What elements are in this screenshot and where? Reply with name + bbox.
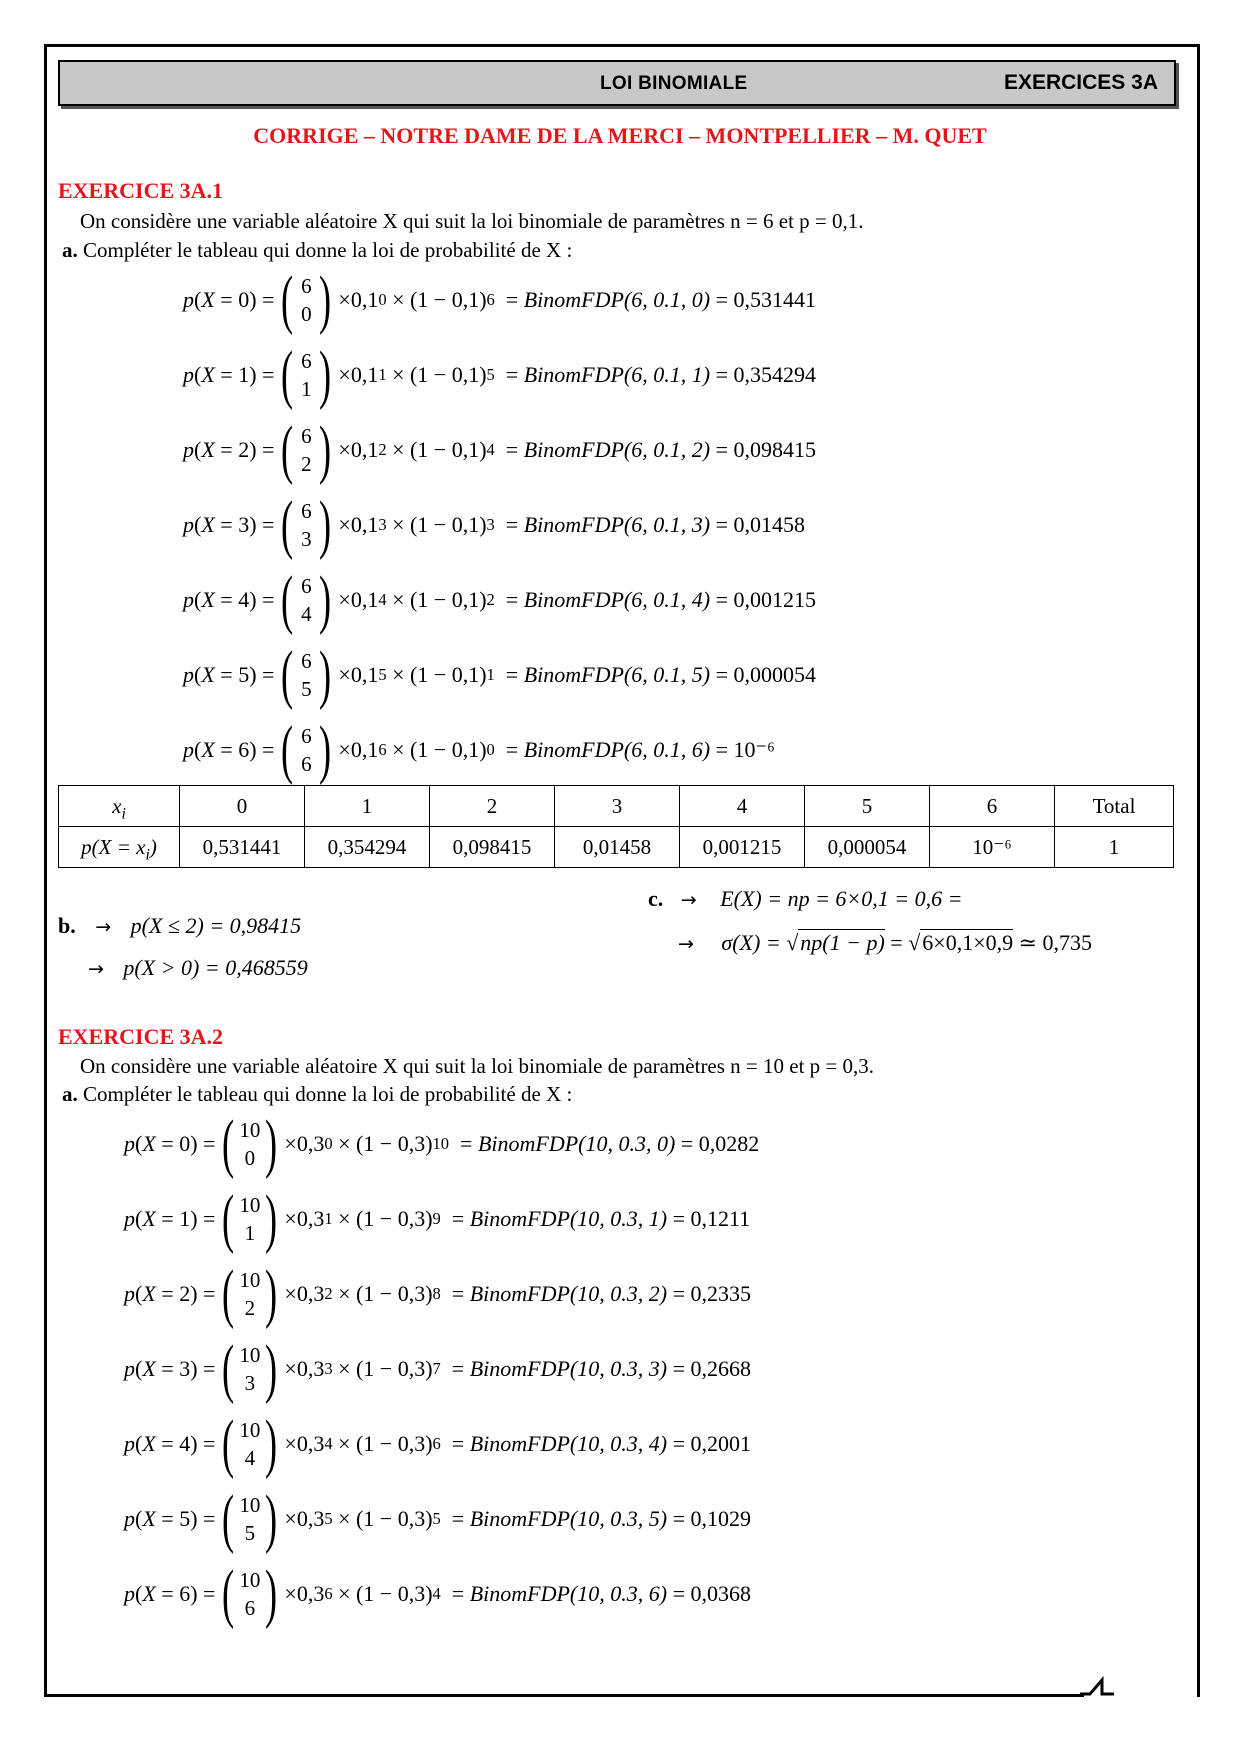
sqrt-content-2: 6×0,1×0,9 bbox=[922, 930, 1014, 955]
page-corner-mark bbox=[1080, 1676, 1114, 1702]
eq-call: BinomFDP(10, 0.3, 1) bbox=[469, 1206, 668, 1231]
eq-call: BinomFDP(6, 0.1, 1) bbox=[523, 362, 711, 387]
binomial-coefficient: ( 10 3 ) bbox=[222, 1332, 278, 1405]
equation-line: p ( X = 3 ) = ( 10 3 ) × 0,3 3 × (1 − 0,3 ) 7 = BinomFDP(10, 0.3, 3) = 0,2668 bbox=[124, 1332, 751, 1405]
eq-base: 0,1 bbox=[350, 662, 379, 687]
binom-n: 6 bbox=[301, 573, 312, 598]
eq-base-2: 0,1 bbox=[451, 287, 480, 312]
binom-k: 6 bbox=[301, 752, 312, 776]
eq-base: 0,3 bbox=[296, 1431, 325, 1456]
equation-line: p ( X = 1 ) = ( 6 1 ) × 0,1 1 × (1 − 0,1 ) 5 = BinomFDP(6, 0.1, 1) = 0,354294 bbox=[183, 338, 816, 411]
binomial-coefficient: ( 6 4 ) bbox=[281, 563, 332, 636]
eq-k: 5 bbox=[238, 662, 250, 687]
eq-call: BinomFDP(6, 0.1, 6) bbox=[523, 737, 711, 762]
equation-line: p ( X = 2 ) = ( 10 2 ) × 0,3 2 × (1 − 0,3 ) 8 = BinomFDP(10, 0.3, 2) = 0,2335 bbox=[124, 1257, 751, 1330]
part-label: b. bbox=[58, 913, 76, 938]
binom-k: 1 bbox=[244, 1221, 256, 1245]
binomial-coefficient: ( 10 5 ) bbox=[222, 1482, 278, 1555]
eq-result: 0,098415 bbox=[733, 437, 816, 462]
eq-base: 0,3 bbox=[296, 1206, 325, 1231]
eq-result: 0,0282 bbox=[698, 1131, 760, 1156]
part-label: c. bbox=[648, 886, 664, 911]
eq-base: 0,1 bbox=[350, 512, 379, 537]
eq-base: 0,1 bbox=[350, 587, 379, 612]
eq-k: 0 bbox=[179, 1131, 191, 1156]
part-text: Compléter le tableau qui donne la loi de probabilité de X : bbox=[83, 1082, 573, 1106]
part-b bbox=[58, 913, 301, 939]
table-cell: 2 bbox=[430, 786, 555, 827]
eq-base-2: 0,3 bbox=[397, 1506, 426, 1531]
eq-k: 4 bbox=[238, 587, 250, 612]
exercise-1-intro: On considère une variable aléatoire X qui suit la loi binomiale de paramètres n = 6 et p = 0,1. bbox=[80, 209, 864, 233]
part-label: a. bbox=[62, 1082, 78, 1106]
eq-k: 6 bbox=[179, 1581, 191, 1606]
eq-base-2: 0,3 bbox=[397, 1206, 426, 1231]
eq-call: BinomFDP(10, 0.3, 0) bbox=[477, 1131, 676, 1156]
binom-k: 2 bbox=[301, 452, 312, 476]
equation-line: p ( X = 4 ) = ( 10 4 ) × 0,3 4 × (1 − 0,3 ) 6 = BinomFDP(10, 0.3, 4) = 0,2001 bbox=[124, 1407, 751, 1480]
header-series: EXERCICES 3A bbox=[1003, 71, 1158, 94]
exercise-1-title: EXERCICE 3A.1 bbox=[58, 178, 224, 203]
equation-line: p ( X = 3 ) = ( 6 3 ) × 0,1 3 × (1 − 0,1 ) 3 = BinomFDP(6, 0.1, 3) = 0,01458 bbox=[183, 488, 805, 561]
binom-n: 6 bbox=[301, 648, 312, 673]
eq-call: BinomFDP(10, 0.3, 3) bbox=[469, 1356, 668, 1381]
eq-call: BinomFDP(10, 0.3, 4) bbox=[469, 1431, 668, 1456]
eq-base-2: 0,1 bbox=[451, 512, 480, 537]
equation-line: p ( X = 6 ) = ( 6 6 ) × 0,1 6 × (1 − 0,1 ) 0 = BinomFDP(6, 0.1, 6) = 10⁻⁶ bbox=[183, 713, 775, 786]
equation-line: p ( X = 5 ) = ( 10 5 ) × 0,3 5 × (1 − 0,3 ) 5 = BinomFDP(10, 0.3, 5) = 0,1029 bbox=[124, 1482, 751, 1555]
table-cell: 0,01458 bbox=[555, 827, 680, 868]
binom-k: 3 bbox=[301, 527, 312, 551]
eq-result: 0,000054 bbox=[733, 662, 816, 687]
binom-n: 10 bbox=[239, 1117, 261, 1142]
exercise-2-intro: On considère une variable aléatoire X qui suit la loi binomiale de paramètres n = 10 et p = 0,3. bbox=[80, 1054, 875, 1078]
eq-call: BinomFDP(10, 0.3, 2) bbox=[469, 1281, 668, 1306]
binom-n: 6 bbox=[301, 723, 312, 748]
arrow-icon: → bbox=[680, 889, 697, 911]
binom-n: 10 bbox=[239, 1192, 261, 1217]
binomial-coefficient: ( 10 1 ) bbox=[222, 1182, 278, 1255]
part-b-2 bbox=[88, 955, 308, 981]
sigma-label: σ(X) = bbox=[721, 930, 781, 955]
binom-n: 6 bbox=[301, 423, 312, 448]
eq-call: BinomFDP(10, 0.3, 6) bbox=[469, 1581, 668, 1606]
part-text: Compléter le tableau qui donne la loi de probabilité de X : bbox=[83, 238, 573, 262]
eq-call: BinomFDP(6, 0.1, 0) bbox=[523, 287, 711, 312]
header-title: LOI BINOMIALE bbox=[600, 73, 748, 94]
table-cell: 0,001215 bbox=[680, 827, 805, 868]
table-cell: 0,531441 bbox=[180, 827, 305, 868]
equation-line: p ( X = 5 ) = ( 6 5 ) × 0,1 5 × (1 − 0,1 ) 1 = BinomFDP(6, 0.1, 5) = 0,000054 bbox=[183, 638, 816, 711]
eq-base: 0,1 bbox=[350, 287, 379, 312]
binom-n: 10 bbox=[239, 1567, 261, 1592]
eq-base-2: 0,3 bbox=[397, 1431, 426, 1456]
table-cell: 1 bbox=[1055, 827, 1174, 868]
equation-line: p ( X = 0 ) = ( 6 0 ) × 0,1 0 × (1 − 0,1 ) 6 = BinomFDP(6, 0.1, 0) = 0,531441 bbox=[183, 263, 816, 336]
binom-n: 6 bbox=[301, 498, 312, 523]
exercise-2-title: EXERCICE 3A.2 bbox=[58, 1024, 224, 1049]
arrow-icon: → bbox=[88, 958, 104, 980]
eq-result: 0,001215 bbox=[733, 587, 816, 612]
equation-line: p ( X = 0 ) = ( 10 0 ) × 0,3 0 × (1 − 0,3 ) 10 = BinomFDP(10, 0.3, 0) = 0,0282 bbox=[124, 1107, 760, 1180]
binom-k: 0 bbox=[301, 302, 312, 326]
part-label: a. bbox=[62, 238, 78, 262]
eq-result: 0,2001 bbox=[690, 1431, 751, 1456]
binom-k: 3 bbox=[244, 1371, 256, 1395]
exercise-2-part-a bbox=[62, 1082, 572, 1107]
equation-line: p ( X = 4 ) = ( 6 4 ) × 0,1 4 × (1 − 0,1 ) 2 = BinomFDP(6, 0.1, 4) = 0,001215 bbox=[183, 563, 816, 636]
table-row bbox=[59, 786, 1174, 827]
binom-k: 5 bbox=[301, 677, 312, 701]
table-cell: 1 bbox=[305, 786, 430, 827]
binomial-coefficient: ( 6 6 ) bbox=[281, 713, 332, 786]
eq-k: 4 bbox=[179, 1431, 191, 1456]
binom-n: 6 bbox=[301, 348, 312, 373]
arrow-icon: → bbox=[678, 933, 694, 955]
binomial-coefficient: ( 10 2 ) bbox=[222, 1257, 278, 1330]
eq-k: 2 bbox=[179, 1281, 191, 1306]
eq-result: 0,1211 bbox=[690, 1206, 751, 1231]
binomial-coefficient: ( 10 4 ) bbox=[222, 1407, 278, 1480]
table-cell: 4 bbox=[680, 786, 805, 827]
eq-base: 0,3 bbox=[296, 1281, 325, 1306]
binomial-coefficient: ( 6 5 ) bbox=[281, 638, 332, 711]
binom-k: 1 bbox=[301, 377, 312, 401]
eq-result: 0,531441 bbox=[733, 287, 816, 312]
arrow-icon: → bbox=[95, 916, 112, 938]
part-c-2 bbox=[678, 930, 1092, 956]
eq-base-2: 0,1 bbox=[451, 437, 480, 462]
sqrt-content-1: np(1 − p) bbox=[800, 930, 885, 955]
table-header-p: $p(X = x_i)$ bbox=[59, 827, 180, 868]
binom-n: 10 bbox=[239, 1267, 261, 1292]
table-cell: 0,098415 bbox=[430, 827, 555, 868]
sqrt-sign-icon: √ bbox=[908, 930, 921, 955]
eq-call: BinomFDP(6, 0.1, 5) bbox=[523, 662, 711, 687]
binomial-coefficient: ( 6 3 ) bbox=[281, 488, 332, 561]
eq-k: 3 bbox=[238, 512, 250, 537]
eq-result: 10⁻⁶ bbox=[733, 737, 775, 762]
binom-n: 10 bbox=[239, 1342, 261, 1367]
binom-n: 6 bbox=[301, 273, 312, 298]
eq-base: 0,1 bbox=[350, 737, 379, 762]
table-header-x: $x_i$ bbox=[59, 786, 180, 827]
eq-result: 0,0368 bbox=[690, 1581, 751, 1606]
binom-n: 10 bbox=[239, 1492, 261, 1517]
eq-result: 0,2668 bbox=[690, 1356, 751, 1381]
binomial-coefficient: ( 10 6 ) bbox=[222, 1557, 278, 1630]
eq-result: 0,354294 bbox=[733, 362, 816, 387]
equation-line: p ( X = 2 ) = ( 6 2 ) × 0,1 2 × (1 − 0,1 ) 4 = BinomFDP(6, 0.1, 2) = 0,098415 bbox=[183, 413, 816, 486]
eq-base: 0,1 bbox=[350, 437, 379, 462]
sqrt-sign-icon: √ bbox=[786, 930, 799, 955]
eq-result: 0,01458 bbox=[733, 512, 805, 537]
eq-base-2: 0,1 bbox=[451, 662, 480, 687]
binom-n: 10 bbox=[239, 1417, 261, 1442]
page-bottom-rule bbox=[44, 1694, 1084, 1697]
eq-base-2: 0,3 bbox=[397, 1281, 426, 1306]
binom-k: 0 bbox=[244, 1146, 256, 1170]
eq-base: 0,1 bbox=[350, 362, 379, 387]
binomial-coefficient: ( 6 2 ) bbox=[281, 413, 332, 486]
page-header bbox=[58, 60, 1176, 106]
part-b-line-2: p(X > 0) = 0,468559 bbox=[123, 955, 308, 980]
eq-k: 1 bbox=[179, 1206, 191, 1231]
table-cell: 5 bbox=[805, 786, 930, 827]
eq-base-2: 0,3 bbox=[397, 1356, 426, 1381]
table-cell: 10⁻⁶ bbox=[930, 827, 1055, 868]
equation-line: p ( X = 6 ) = ( 10 6 ) × 0,3 6 × (1 − 0,3 ) 4 = BinomFDP(10, 0.3, 6) = 0,0368 bbox=[124, 1557, 751, 1630]
sigma-result: ≃ 0,735 bbox=[1018, 930, 1093, 955]
eq-result: 0,1029 bbox=[690, 1506, 751, 1531]
eq-call: BinomFDP(6, 0.1, 2) bbox=[523, 437, 711, 462]
part-c-line-1: E(X) = np = 6×0,1 = 0,6 = bbox=[720, 886, 963, 911]
eq-call: BinomFDP(10, 0.3, 5) bbox=[469, 1506, 668, 1531]
eq-k: 3 bbox=[179, 1356, 191, 1381]
table-cell: 0 bbox=[180, 786, 305, 827]
binomial-coefficient: ( 10 0 ) bbox=[222, 1107, 278, 1180]
eq-result: 0,2335 bbox=[690, 1281, 751, 1306]
eq-base: 0,3 bbox=[296, 1506, 325, 1531]
equals-sign: = bbox=[890, 930, 903, 955]
table-cell: Total bbox=[1055, 786, 1174, 827]
binom-k: 5 bbox=[244, 1521, 256, 1545]
binom-k: 2 bbox=[244, 1296, 256, 1320]
eq-k: 0 bbox=[238, 287, 250, 312]
eq-base-2: 0,1 bbox=[451, 362, 480, 387]
eq-base-2: 0,3 bbox=[397, 1131, 426, 1156]
page-subtitle: CORRIGE – NOTRE DAME DE LA MERCI – MONTPELLIER – M. QUET bbox=[253, 123, 987, 148]
exercise-1-part-a bbox=[62, 238, 572, 263]
part-b-line-1: p(X ≤ 2) = 0,98415 bbox=[130, 913, 302, 938]
table-row bbox=[59, 827, 1174, 868]
eq-k: 5 bbox=[179, 1506, 191, 1531]
eq-base-2: 0,3 bbox=[397, 1581, 426, 1606]
equation-line: p ( X = 1 ) = ( 10 1 ) × 0,3 1 × (1 − 0,3 ) 9 = BinomFDP(10, 0.3, 1) = 0,1211 bbox=[124, 1182, 751, 1255]
probability-table bbox=[58, 785, 1174, 868]
eq-call: BinomFDP(6, 0.1, 3) bbox=[523, 512, 711, 537]
part-c bbox=[648, 886, 962, 912]
eq-call: BinomFDP(6, 0.1, 4) bbox=[523, 587, 711, 612]
table-cell: 0,354294 bbox=[305, 827, 430, 868]
eq-base: 0,3 bbox=[296, 1581, 325, 1606]
binomial-coefficient: ( 6 0 ) bbox=[281, 263, 332, 336]
eq-base-2: 0,1 bbox=[451, 737, 480, 762]
eq-base: 0,3 bbox=[296, 1131, 325, 1156]
eq-base: 0,3 bbox=[296, 1356, 325, 1381]
binom-k: 6 bbox=[244, 1596, 256, 1620]
binomial-coefficient: ( 6 1 ) bbox=[281, 338, 332, 411]
table-cell: 0,000054 bbox=[805, 827, 930, 868]
binom-k: 4 bbox=[301, 602, 312, 626]
table-cell: 6 bbox=[930, 786, 1055, 827]
eq-k: 1 bbox=[238, 362, 250, 387]
eq-k: 2 bbox=[238, 437, 250, 462]
eq-k: 6 bbox=[238, 737, 250, 762]
table-cell: 3 bbox=[555, 786, 680, 827]
binom-k: 4 bbox=[244, 1446, 256, 1470]
eq-base-2: 0,1 bbox=[451, 587, 480, 612]
